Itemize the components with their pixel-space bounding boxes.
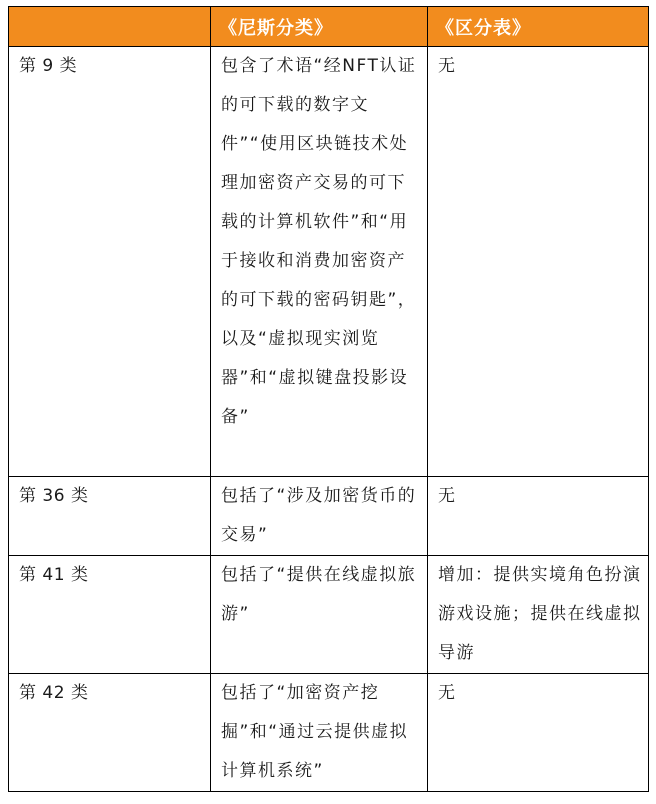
- nice-cell: 包括了“涉及加密货币的交易”: [211, 477, 428, 556]
- table-row: [9, 556, 649, 674]
- nice-cell: 包含了术语“经NFT认证的可下载的数字文件”“使用区块链技术处理加密资产交易的可下载的计算机软件”和“用于接收和消费加密资产的可下载的密码钥匙”，以及“虚拟现实浏览器”和“虚拟键盘投影设备”: [211, 47, 428, 477]
- header-distinction-table: 《区分表》: [428, 7, 649, 47]
- header-nice-classification: 《尼斯分类》: [211, 7, 428, 47]
- distinction-cell: 无: [428, 47, 649, 477]
- table-row: [9, 47, 649, 477]
- distinction-cell: 增加：提供实境角色扮演游戏设施；提供在线虚拟导游: [428, 556, 649, 674]
- nice-cell: 包括了“加密资产挖掘”和“通过云提供虚拟计算机系统”: [211, 674, 428, 792]
- classification-comparison-table: [8, 6, 649, 792]
- distinction-cell: 无: [428, 477, 649, 556]
- table-row: [9, 477, 649, 556]
- table-row: [9, 674, 649, 792]
- class-label: 第 36 类: [9, 477, 211, 556]
- class-label: 第 41 类: [9, 556, 211, 674]
- table-header-row: [9, 7, 649, 47]
- nice-cell: 包括了“提供在线虚拟旅游”: [211, 556, 428, 674]
- class-label: 第 42 类: [9, 674, 211, 792]
- class-label: 第 9 类: [9, 47, 211, 477]
- distinction-cell: 无: [428, 674, 649, 792]
- header-class-column: [9, 7, 211, 47]
